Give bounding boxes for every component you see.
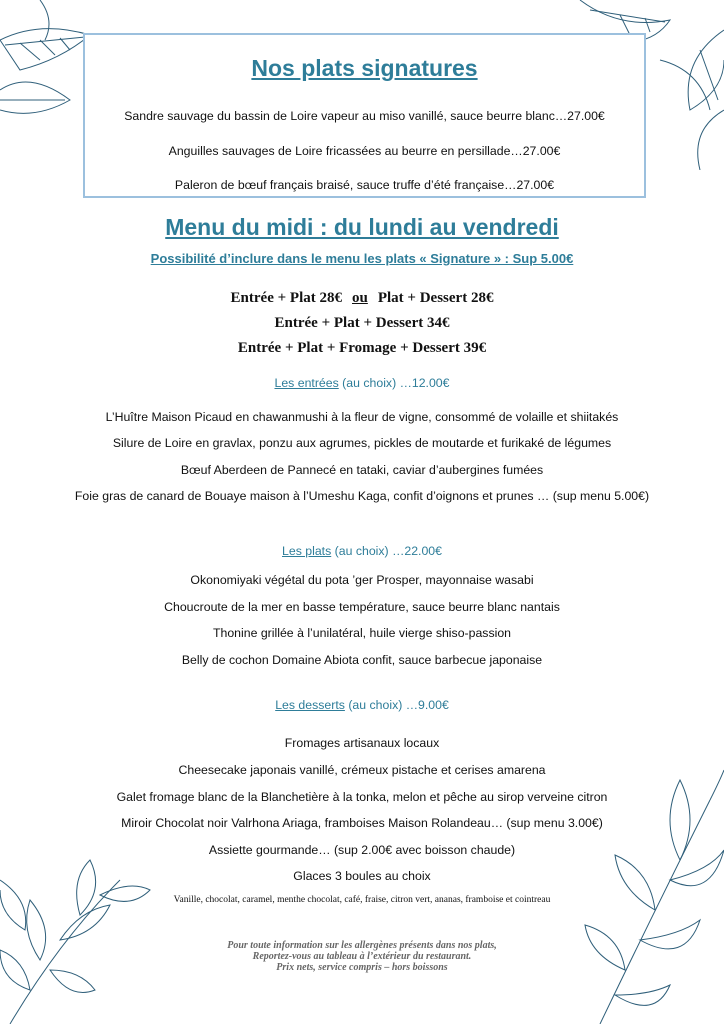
formula-1	[0, 290, 724, 307]
entree-item: L’Huître Maison Picaud en chawanmushi à la fleur de vigne, consommé de volaille et shiitakés	[105, 410, 619, 424]
plats-heading-label: Les plats	[282, 544, 332, 558]
formula-2: Entrée + Plat + Dessert 34€	[274, 315, 450, 331]
formula-1a: Entrée + Plat 28€	[230, 290, 342, 306]
plat-item: Choucroute de la mer en basse température, sauce beurre blanc nantais	[164, 600, 560, 614]
entree-item: Silure de Loire en gravlax, ponzu aux agrumes, pickles de moutarde et furikaké de légumes	[112, 436, 612, 450]
dessert-item: Assiette gourmande… (sup 2.00€ avec boisson chaude)	[208, 843, 516, 857]
plat-item: Thonine grillée à l’unilatéral, huile vierge shiso-passion	[212, 626, 512, 640]
signature-item: Paleron de bœuf français braisé, sauce truffe d’été française…27.00€	[174, 178, 555, 192]
formula-or: ou	[352, 290, 368, 306]
entree-item: Foie gras de canard de Bouaye maison à l’Umeshu Kaga, confit d’oignons et prunes … (sup menu 5.00€)	[74, 489, 650, 503]
glaces-flavours: Vanille, chocolat, caramel, menthe chocolat, café, fraise, citron vert, ananas, framboise et cointreau	[173, 895, 551, 905]
plats-heading	[0, 544, 724, 558]
menu-title: Menu du midi : du lundi au vendredi	[165, 214, 559, 240]
signature-item: Sandre sauvage du bassin de Loire vapeur au miso vanillé, sauce beurre blanc…27.00€	[124, 109, 605, 123]
footer-allergens: Pour toute information sur les allergènes présents dans nos plats,	[227, 940, 497, 951]
signatures-box	[83, 33, 646, 198]
formula-3: Entrée + Plat + Fromage + Dessert 39€	[237, 340, 487, 356]
formula-1b: Plat + Dessert 28€	[377, 290, 494, 306]
desserts-heading	[0, 698, 724, 712]
plat-item: Belly de cochon Domaine Abiota confit, sauce barbecue japonaise	[181, 653, 543, 667]
desserts-heading-label: Les desserts	[275, 698, 345, 712]
entrees-heading	[0, 376, 724, 390]
dessert-item: Glaces 3 boules au choix	[293, 869, 431, 883]
menu-possibility: Possibilité d’inclure dans le menu les plats « Signature » : Sup 5.00€	[150, 251, 574, 266]
entree-item: Bœuf Aberdeen de Pannecé en tataki, caviar d’aubergines fumées	[180, 463, 544, 477]
dessert-item: Fromages artisanaux locaux	[284, 736, 440, 750]
desserts-choice: (au choix) …9.00€	[348, 698, 449, 712]
dessert-item: Galet fromage blanc de la Blanchetière à la tonka, melon et pêche au sirop verveine citron	[116, 790, 608, 804]
dessert-item: Cheesecake japonais vanillé, crémeux pistache et cerises amarena	[178, 763, 546, 777]
dessert-item: Miroir Chocolat noir Valrhona Ariaga, framboises Maison Rolandeau… (sup menu 3.00€)	[121, 816, 603, 830]
signatures-title: Nos plats signatures	[251, 55, 478, 81]
footer-prices: Prix nets, service compris – hors boissons	[276, 962, 448, 973]
plats-choice: (au choix) …22.00€	[334, 544, 442, 558]
signature-item: Anguilles sauvages de Loire fricassées au beurre en persillade…27.00€	[168, 144, 561, 158]
plat-item: Okonomiyaki végétal du pota ’ger Prosper, mayonnaise wasabi	[190, 573, 534, 587]
footer-reportez: Reportez-vous au tableau à l’extérieur du restaurant.	[252, 951, 472, 962]
entrees-choice: (au choix) …12.00€	[342, 376, 450, 390]
entrees-heading-label: Les entrées	[274, 376, 339, 390]
